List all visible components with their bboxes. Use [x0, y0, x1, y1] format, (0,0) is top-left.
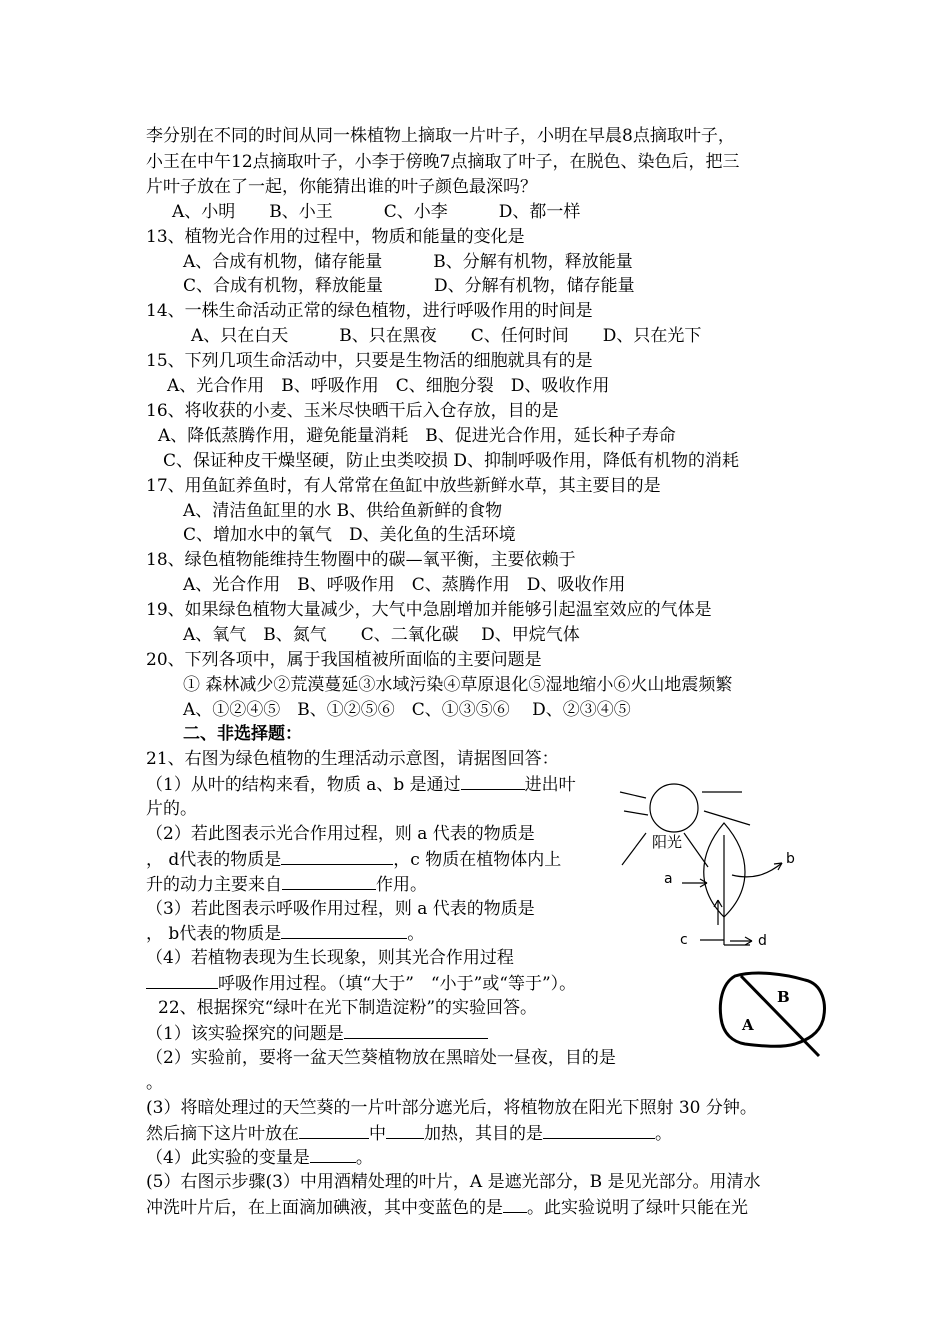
- label-A: A: [742, 1016, 754, 1034]
- answer-blank[interactable]: [299, 1121, 369, 1139]
- option-line: C、合成有机物，释放能量 D、分解有机物，储存能量: [183, 276, 635, 296]
- q22-part3: (3）将暗处理过的天竺葵的一片叶部分遮光后，将植物放在阳光下照射 30 分钟。: [146, 1098, 757, 1118]
- question-21: 21、右图为绿色植物的生理活动示意图，请据图回答：: [146, 749, 559, 769]
- option-line: A、合成有机物，储存能量 B、分解有机物，释放能量: [183, 252, 633, 272]
- question-16: 16、将收获的小麦、玉米尽快晒干后入仓存放，目的是: [146, 401, 559, 421]
- question-19: 19、如果绿色植物大量减少，大气中急剧增加并能够引起温室效应的气体是: [146, 600, 712, 620]
- q22-part1: （1）该实验探究的问题是: [146, 1021, 488, 1046]
- answer-blank[interactable]: [386, 1121, 424, 1139]
- label-b: b: [786, 851, 795, 867]
- sun-icon: [650, 784, 698, 832]
- section-heading: 二、非选择题：: [183, 724, 302, 744]
- q21-part3: （3）若此图表示呼吸作用过程，则 a 代表的物质是: [146, 899, 535, 919]
- option-line: A、光合作用 B、呼吸作用 C、蒸腾作用 D、吸收作用: [183, 575, 626, 595]
- text-line: 片叶子放在了一起，你能猜出谁的叶子颜色最深吗？: [146, 177, 537, 197]
- q21-part2: （2）若此图表示光合作用过程，则 a 代表的物质是: [146, 824, 535, 844]
- q21-part4: （4）若植物表现为生长现象，则其光合作用过程: [146, 948, 514, 968]
- q22-part2-cont: 。: [146, 1073, 163, 1093]
- answer-blank[interactable]: [344, 1021, 488, 1039]
- option-line: ① 森林减少②荒漠蔓延③水域污染④草原退化⑤湿地缩小⑥火山地震频繁: [183, 675, 733, 695]
- text-line: 李分别在不同的时间从同一株植物上摘取一片叶子，小明在早晨8点摘取叶子，: [146, 126, 735, 146]
- answer-blank[interactable]: [282, 872, 376, 890]
- option-line: C、增加水中的氧气 D、美化鱼的生活环境: [183, 525, 516, 545]
- option-line: A、氧气 B、氮气 C、二氧化碳 D、甲烷气体: [183, 625, 580, 645]
- option-line: A、小明 B、小王 C、小李 D、都一样: [172, 202, 581, 222]
- answer-blank[interactable]: [310, 1145, 356, 1163]
- label-c: c: [680, 932, 688, 948]
- q22-part3-cont: 然后摘下这片叶放在 中 加热，其目的是 。: [146, 1121, 672, 1146]
- q22-part5-cont: 冲洗叶片后，在上面滴加碘液，其中变蓝色的是 。此实验说明了绿叶只能在光: [146, 1195, 748, 1220]
- q21-part2-cont: 升的动力主要来自 作用。: [146, 872, 427, 897]
- q21-part1: （1）从叶的结构来看，物质 a、b 是通过 进出叶: [146, 772, 576, 797]
- answer-blank[interactable]: [543, 1121, 655, 1139]
- label-B: B: [777, 988, 790, 1006]
- plant-diagram: [612, 775, 812, 960]
- answer-blank[interactable]: [503, 1195, 527, 1213]
- label-d: d: [758, 933, 767, 949]
- label-a: a: [664, 871, 673, 887]
- question-14: 14、一株生命活动正常的绿色植物，进行呼吸作用的时间是: [146, 301, 593, 321]
- question-22: 22、根据探究“绿叶在光下制造淀粉”的实验回答。: [158, 998, 538, 1018]
- option-line: C、保证种皮干燥坚硬，防止虫类咬损 D、抑制呼吸作用，降低有机物的消耗: [163, 451, 740, 471]
- question-18: 18、绿色植物能维持生物圈中的碳—氧平衡，主要依赖于: [146, 550, 576, 570]
- answer-blank[interactable]: [281, 921, 407, 939]
- answer-blank[interactable]: [461, 772, 525, 790]
- text-line: 小王在中午12点摘取叶子，小李于傍晚7点摘取了叶子，在脱色、染色后，把三: [146, 152, 740, 172]
- option-line: A、只在白天 B、只在黑夜 C、任何时间 D、只在光下: [191, 326, 702, 346]
- q22-part5: (5）右图示步骤(3）中用酒精处理的叶片，A 是遮光部分，B 是见光部分。用清水: [146, 1172, 761, 1192]
- q22-part4: （4）此实验的变量是 。: [146, 1145, 373, 1170]
- question-15: 15、下列几项生命活动中，只要是生物活的细胞就具有的是: [146, 351, 593, 371]
- question-20: 20、下列各项中，属于我国植被所面临的主要问题是: [146, 650, 542, 670]
- q21-part4-cont: 呼吸作用过程。（填“大于” “小于”或“等于”）。: [146, 971, 576, 996]
- option-line: A、①②④⑤ B、①②⑤⑥ C、①③⑤⑥ D、②③④⑤: [183, 700, 631, 720]
- question-17: 17、用鱼缸养鱼时，有人常常在鱼缸中放些新鲜水草，其主要目的是: [146, 476, 661, 496]
- question-13: 13、植物光合作用的过程中，物质和能量的变化是: [146, 227, 525, 247]
- sun-label: 阳光: [652, 833, 683, 851]
- q21-part3-cont: ， b代表的物质是 。: [146, 921, 424, 946]
- answer-blank[interactable]: [146, 971, 218, 989]
- option-line: A、光合作用 B、呼吸作用 C、细胞分裂 D、吸收作用: [167, 376, 610, 396]
- leaf-experiment-diagram: [715, 968, 830, 1060]
- option-line: A、清洁鱼缸里的水 B、供给鱼新鲜的食物: [183, 501, 503, 521]
- answer-blank[interactable]: [281, 847, 393, 865]
- option-line: A、降低蒸腾作用，避免能量消耗 B、促进光合作用，延长种子寿命: [158, 426, 676, 446]
- q21-part2-cont: ， d代表的物质是 ，c 物质在植物体内上: [146, 847, 561, 872]
- q21-part1-cont: 片的。: [146, 799, 197, 819]
- q22-part2: （2）实验前，要将一盆天竺葵植物放在黑暗处一昼夜，目的是: [146, 1048, 616, 1068]
